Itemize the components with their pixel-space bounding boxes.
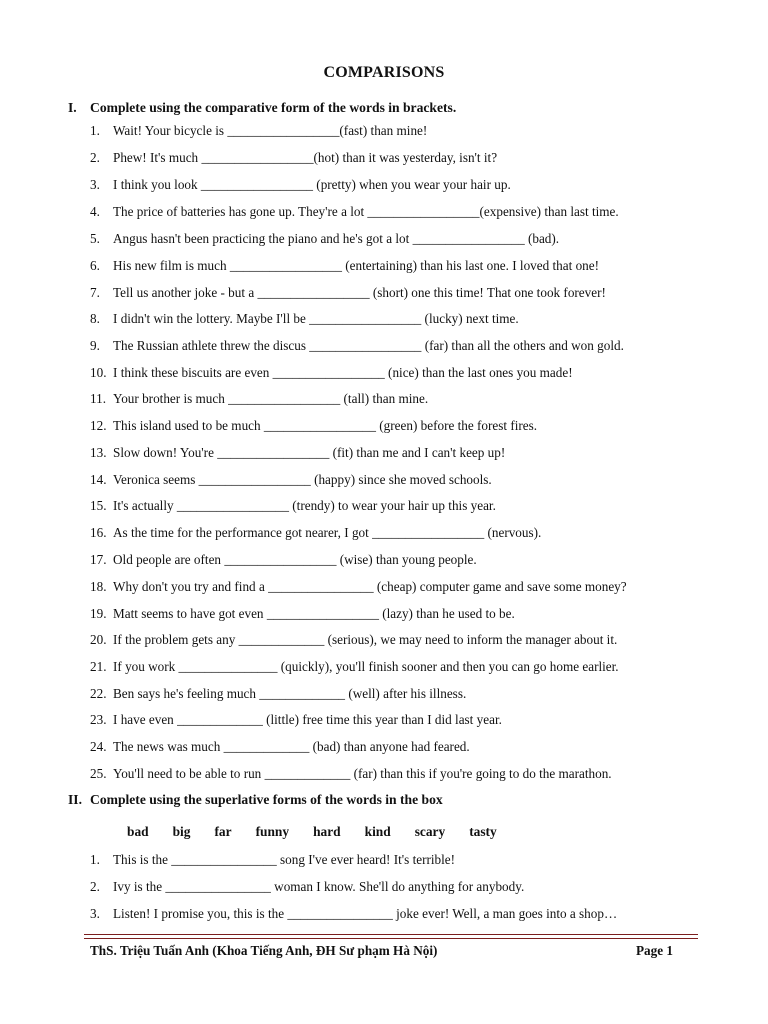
item-text: Listen! I promise you, this is the ________________ joke ever! Well, a man goes into a shop… — [113, 906, 618, 921]
item-number: 21. — [90, 659, 107, 674]
item-text: Why don't you try and find a ________________ (cheap) computer game and save some money? — [113, 579, 627, 594]
item-text: His new film is much _________________ (entertaining) than his last one. I loved that one! — [113, 258, 600, 273]
item-number: 22. — [90, 686, 107, 701]
exercise-1-item — [90, 390, 428, 408]
section-1-number: I. — [68, 100, 77, 115]
item-number: 19. — [90, 606, 107, 621]
exercise-1-item — [90, 364, 573, 382]
exercise-1-item — [90, 284, 606, 302]
item-number: 8. — [90, 311, 100, 326]
section-2-heading — [68, 792, 443, 808]
item-text: I think these biscuits are even _________________ (nice) than the last ones you made! — [113, 365, 573, 380]
item-number: 18. — [90, 579, 107, 594]
item-number: 13. — [90, 445, 107, 460]
exercise-1-item — [90, 417, 537, 435]
exercise-1-item — [90, 230, 559, 248]
exercise-1-item — [90, 203, 619, 221]
item-number: 7. — [90, 285, 100, 300]
item-number: 4. — [90, 204, 100, 219]
item-number: 20. — [90, 632, 107, 647]
item-text: Matt seems to have got even _________________ (lazy) than he used to be. — [113, 606, 515, 621]
item-text: I didn't win the lottery. Maybe I'll be _________________ (lucky) next time. — [113, 311, 519, 326]
word-box-word: far — [214, 824, 232, 839]
item-text: If the problem gets any _____________ (serious), we may need to inform the manager about it. — [113, 632, 618, 647]
item-text: As the time for the performance got nearer, I got _________________ (nervous). — [113, 525, 542, 540]
exercise-1-item — [90, 122, 427, 140]
item-text: This island used to be much _________________ (green) before the forest fires. — [113, 418, 538, 433]
word-box-word: funny — [255, 824, 290, 839]
item-number: 15. — [90, 498, 107, 513]
exercise-1-item — [90, 685, 466, 703]
item-number: 1. — [90, 852, 100, 867]
exercise-2-item — [90, 905, 617, 923]
exercise-1-item — [90, 605, 515, 623]
word-box-word: bad — [127, 824, 149, 839]
exercise-1-item — [90, 497, 496, 515]
item-text: I think you look _________________ (pretty) when you wear your hair up. — [113, 177, 511, 192]
exercise-1-item — [90, 176, 511, 194]
word-box — [127, 824, 521, 840]
item-text: Your brother is much _________________ (tall) than mine. — [113, 391, 429, 406]
item-text: Angus hasn't been practicing the piano and he's got a lot _________________ (bad). — [113, 231, 560, 246]
item-number: 9. — [90, 338, 100, 353]
exercise-1-item — [90, 551, 477, 569]
footer-author: ThS. Triệu Tuấn Anh (Khoa Tiếng Anh, ĐH Sư phạm Hà Nội) — [90, 943, 438, 958]
exercise-1-item — [90, 444, 505, 462]
page-title: COMPARISONS — [323, 64, 445, 81]
word-box-word: big — [172, 824, 191, 839]
exercise-1-item — [90, 257, 599, 275]
item-text: The price of batteries has gone up. They're a lot _________________(expensive) than last time. — [113, 204, 619, 219]
item-number: 12. — [90, 418, 107, 433]
exercise-1-item — [90, 337, 624, 355]
exercise-1-item — [90, 738, 470, 756]
exercise-1-item — [90, 471, 492, 489]
exercise-2-item — [90, 878, 524, 896]
footer-rule — [84, 938, 698, 939]
word-box-word: scary — [414, 824, 446, 839]
item-number: 14. — [90, 472, 107, 487]
item-text: If you work _______________ (quickly), you'll finish sooner and then you can go home earlier. — [113, 659, 619, 674]
footer-rule — [84, 934, 698, 935]
exercise-2-item — [90, 851, 455, 869]
item-number: 2. — [90, 879, 100, 894]
item-number: 23. — [90, 712, 107, 727]
item-number: 10. — [90, 365, 107, 380]
section-2-number: II. — [68, 792, 82, 807]
item-text: This is the ________________ song I've ever heard! It's terrible! — [113, 852, 456, 867]
word-box-word: tasty — [469, 824, 497, 839]
item-text: The Russian athlete threw the discus _________________ (far) than all the others and won gold. — [113, 338, 624, 353]
item-text: Ivy is the ________________ woman I know. She'll do anything for anybody. — [113, 879, 525, 894]
item-text: Ben says he's feeling much _____________ (well) after his illness. — [113, 686, 467, 701]
exercise-1-item — [90, 578, 627, 596]
page-number: Page 1 — [636, 943, 673, 958]
item-number: 3. — [90, 177, 100, 192]
word-box-word: kind — [364, 824, 391, 839]
exercise-1-item — [90, 524, 541, 542]
section-1-heading — [68, 100, 456, 116]
exercise-1-item — [90, 711, 502, 729]
item-text: I have even _____________ (little) free time this year than I did last year. — [113, 712, 502, 727]
exercise-1-item — [90, 765, 612, 783]
word-box-word: hard — [313, 824, 341, 839]
item-text: The news was much _____________ (bad) than anyone had feared. — [113, 739, 470, 754]
item-text: Veronica seems _________________ (happy) since she moved schools. — [113, 472, 492, 487]
item-text: Tell us another joke - but a _________________ (short) one this time! That one took forever! — [113, 285, 606, 300]
item-number: 6. — [90, 258, 100, 273]
exercise-1-item — [90, 310, 519, 328]
item-number: 25. — [90, 766, 107, 781]
exercise-1-item — [90, 631, 617, 649]
section-1-heading-text: Complete using the comparative form of the words in brackets. — [90, 100, 457, 115]
item-text: Slow down! You're _________________ (fit) than me and I can't keep up! — [113, 445, 506, 460]
item-number: 16. — [90, 525, 107, 540]
item-number: 3. — [90, 906, 100, 921]
item-number: 5. — [90, 231, 100, 246]
section-2-heading-text: Complete using the superlative forms of the words in the box — [90, 792, 443, 807]
item-number: 1. — [90, 123, 100, 138]
item-text: Old people are often _________________ (wise) than young people. — [113, 552, 477, 567]
item-number: 11. — [90, 391, 106, 406]
exercise-1-item — [90, 658, 619, 676]
item-number: 2. — [90, 150, 100, 165]
exercise-1-item — [90, 149, 497, 167]
item-text: Phew! It's much _________________(hot) than it was yesterday, isn't it? — [113, 150, 498, 165]
item-text: It's actually _________________ (trendy) to wear your hair up this year. — [113, 498, 496, 513]
item-number: 24. — [90, 739, 107, 754]
item-text: You'll need to be able to run _____________ (far) than this if you're going to do the marathon. — [113, 766, 612, 781]
item-number: 17. — [90, 552, 107, 567]
item-text: Wait! Your bicycle is _________________(fast) than mine! — [113, 123, 428, 138]
